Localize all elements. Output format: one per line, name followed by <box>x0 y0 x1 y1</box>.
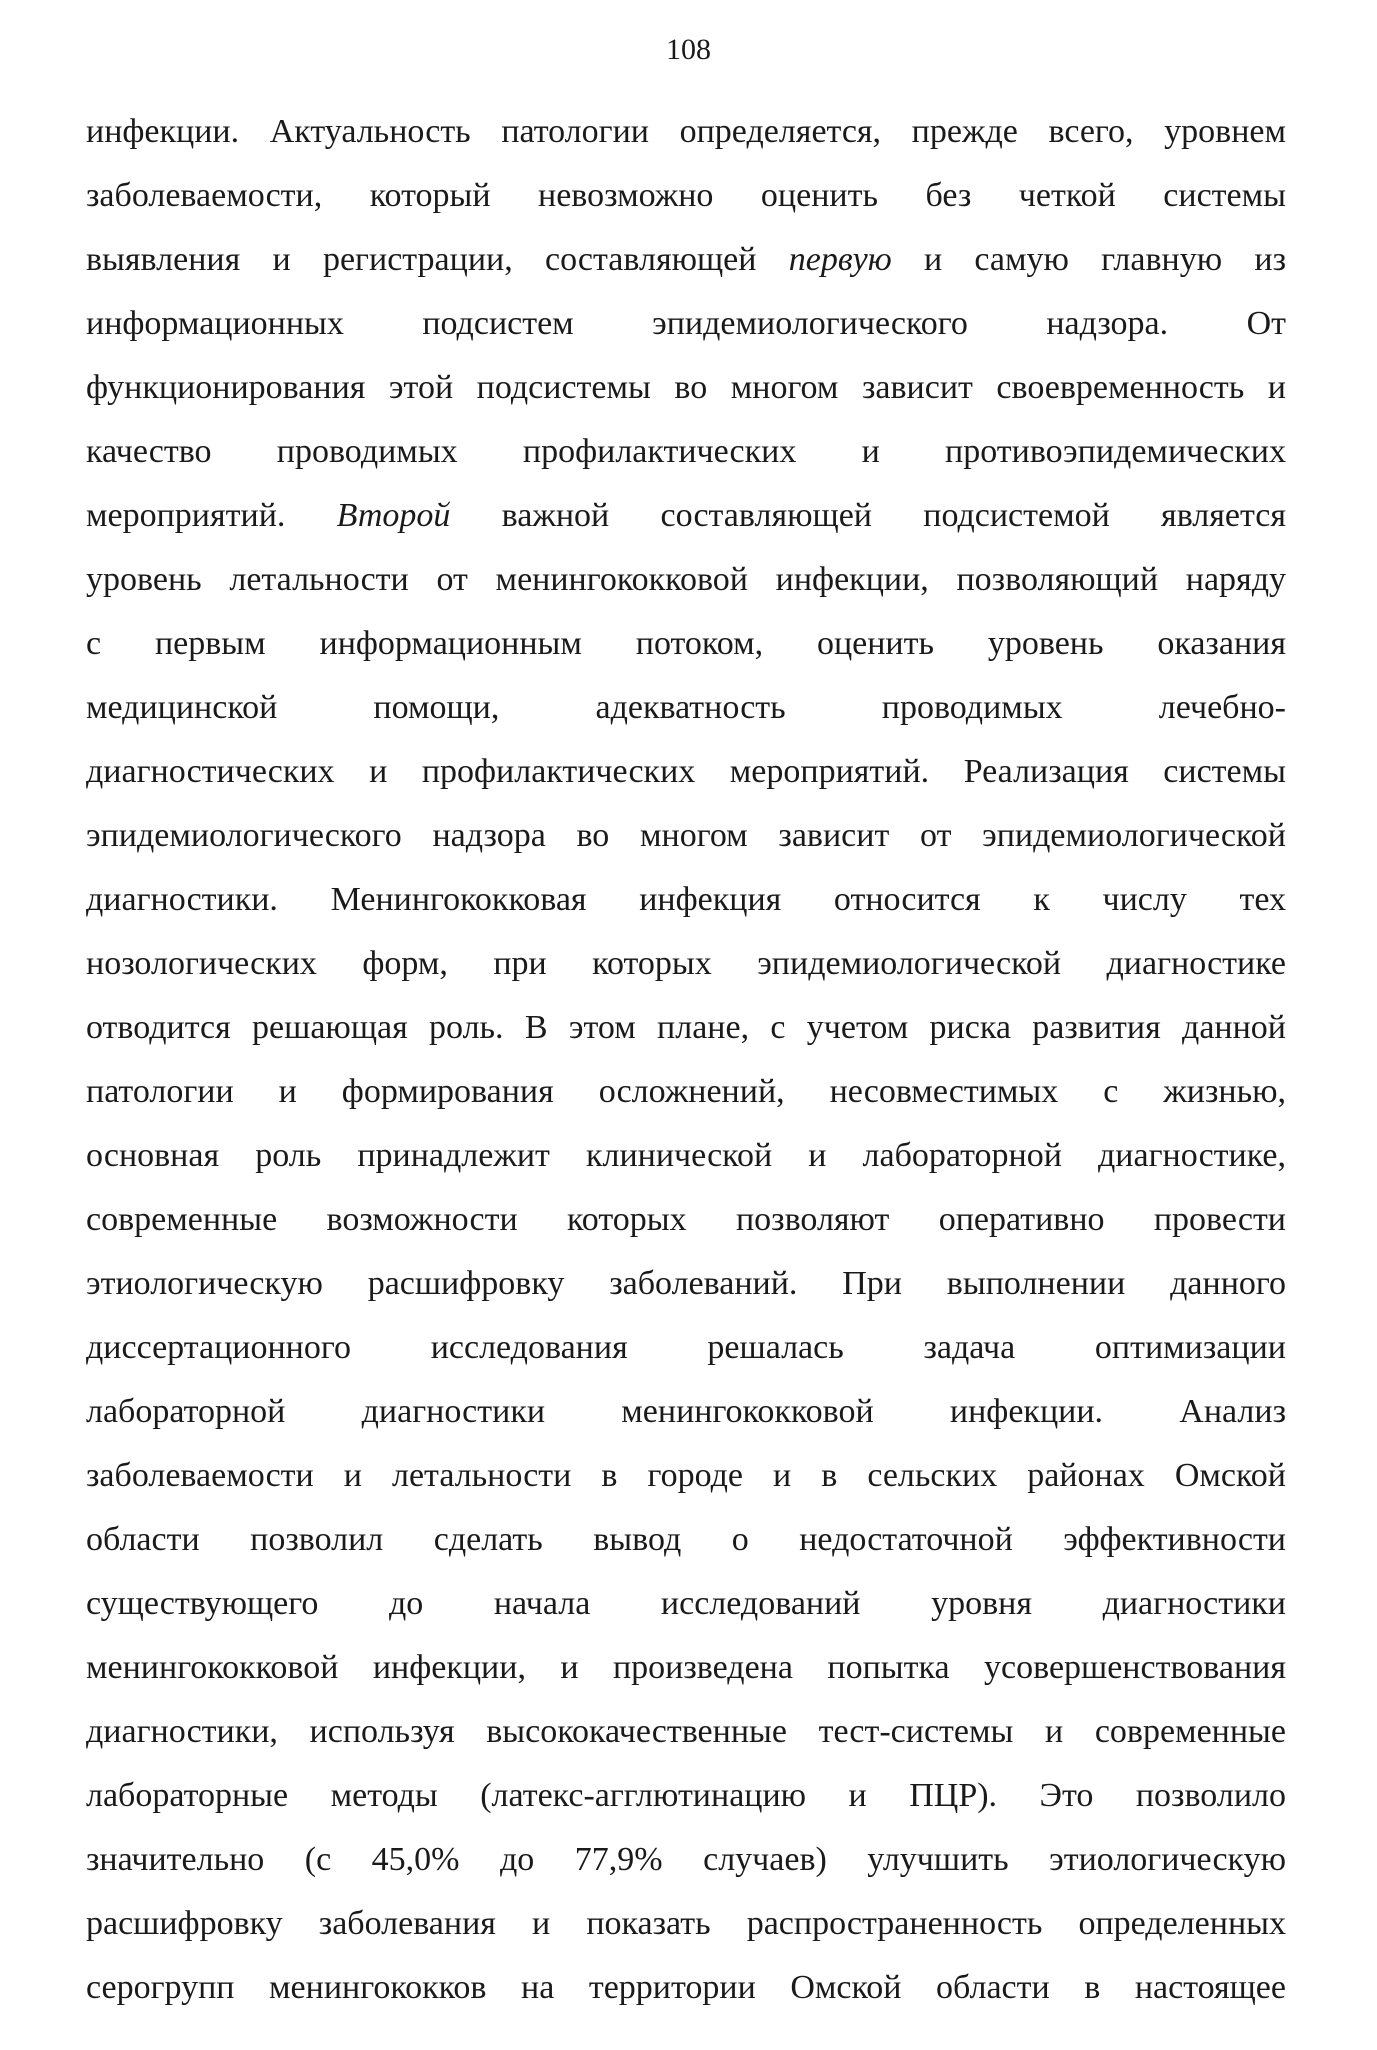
text-line <box>86 868 1286 932</box>
text-line <box>86 932 1286 996</box>
text-segment: отводится решающая роль. В этом плане, с учетом риска развития данной <box>86 1009 1286 1046</box>
text-line <box>86 1764 1286 1828</box>
text-segment: нозологических форм, при которых эпидемиологической диагностике <box>86 945 1286 982</box>
text-line <box>86 1444 1286 1508</box>
text-line <box>86 676 1286 740</box>
emphasized-word: Второй <box>336 497 451 534</box>
text-line <box>86 548 1286 612</box>
text-segment: заболеваемости и летальности в городе и в сельских районах Омской <box>86 1457 1286 1494</box>
text-segment: значительно (с 45,0% до 77,9% случаев) улучшить этиологическую <box>86 1841 1286 1878</box>
text-segment: выявления и регистрации, составляющей <box>86 241 789 278</box>
text-segment: заболеваемости, который невозможно оценить без четкой системы <box>86 177 1286 214</box>
text-segment: лабораторной диагностики менингококковой инфекции. Анализ <box>86 1393 1286 1430</box>
text-line <box>86 164 1286 228</box>
text-segment: эпидемиологического надзора во многом зависит от эпидемиологической <box>86 817 1286 854</box>
text-segment: диагностики. Менингококковая инфекция относится к числу тех <box>86 881 1286 918</box>
text-segment: инфекции. Актуальность патологии определяется, прежде всего, уровнем <box>86 113 1286 150</box>
text-line <box>86 740 1286 804</box>
text-segment: расшифровку заболевания и показать распространенность определенных <box>86 1905 1286 1942</box>
body-text <box>86 100 1286 2020</box>
text-line <box>86 996 1286 1060</box>
text-segment: современные возможности которых позволяют оперативно провести <box>86 1201 1286 1238</box>
text-segment: диагностических и профилактических мероприятий. Реализация системы <box>86 753 1286 790</box>
text-line <box>86 356 1286 420</box>
text-segment: уровень летальности от менингококковой инфекции, позволяющий наряду <box>86 561 1286 598</box>
text-line <box>86 1700 1286 1764</box>
text-line <box>86 292 1286 356</box>
text-line <box>86 1636 1286 1700</box>
text-line <box>86 1956 1286 2020</box>
text-segment: этиологическую расшифровку заболеваний. При выполнении данного <box>86 1265 1286 1302</box>
emphasized-word: первую <box>788 241 892 278</box>
text-line <box>86 1380 1286 1444</box>
text-segment: мероприятий. <box>86 497 337 534</box>
text-line <box>86 1892 1286 1956</box>
text-line <box>86 1252 1286 1316</box>
text-segment: лабораторные методы (латекс-агглютинацию и ПЦР). Это позволило <box>86 1777 1286 1814</box>
text-segment: с первым информационным потоком, оценить уровень оказания <box>86 625 1286 662</box>
text-segment: патологии и формирования осложнений, несовместимых с жизнью, <box>86 1073 1286 1110</box>
text-line <box>86 1508 1286 1572</box>
text-segment: важной составляющей подсистемой является <box>450 497 1286 534</box>
text-segment: серогрупп менингококков на территории Омской области в настоящее <box>86 1969 1286 2006</box>
text-segment: качество проводимых профилактических и противоэпидемических <box>86 433 1286 470</box>
text-line <box>86 420 1286 484</box>
text-line <box>86 612 1286 676</box>
text-segment: и самую главную из <box>891 241 1286 278</box>
text-line <box>86 804 1286 868</box>
text-line <box>86 1316 1286 1380</box>
text-segment: диссертационного исследования решалась задача оптимизации <box>86 1329 1286 1366</box>
text-segment: диагностики, используя высококачественные тест-системы и современные <box>86 1713 1286 1750</box>
text-line <box>86 484 1286 548</box>
text-segment: области позволил сделать вывод о недостаточной эффективности <box>86 1521 1286 1558</box>
text-line <box>86 1124 1286 1188</box>
text-line <box>86 1188 1286 1252</box>
text-line <box>86 1572 1286 1636</box>
text-segment: медицинской помощи, адекватность проводимых лечебно- <box>86 689 1286 726</box>
text-segment: существующего до начала исследований уровня диагностики <box>86 1585 1286 1622</box>
text-segment: функционирования этой подсистемы во многом зависит своевременность и <box>86 369 1286 406</box>
text-segment: основная роль принадлежит клинической и лабораторной диагностике, <box>86 1137 1286 1174</box>
text-segment: менингококковой инфекции, и произведена попытка усовершенствования <box>86 1649 1286 1686</box>
text-segment: информационных подсистем эпидемиологического надзора. От <box>86 305 1286 342</box>
text-line <box>86 1828 1286 1892</box>
text-line <box>86 1060 1286 1124</box>
page-number: 108 <box>666 33 711 66</box>
text-line <box>86 228 1286 292</box>
text-line <box>86 100 1286 164</box>
